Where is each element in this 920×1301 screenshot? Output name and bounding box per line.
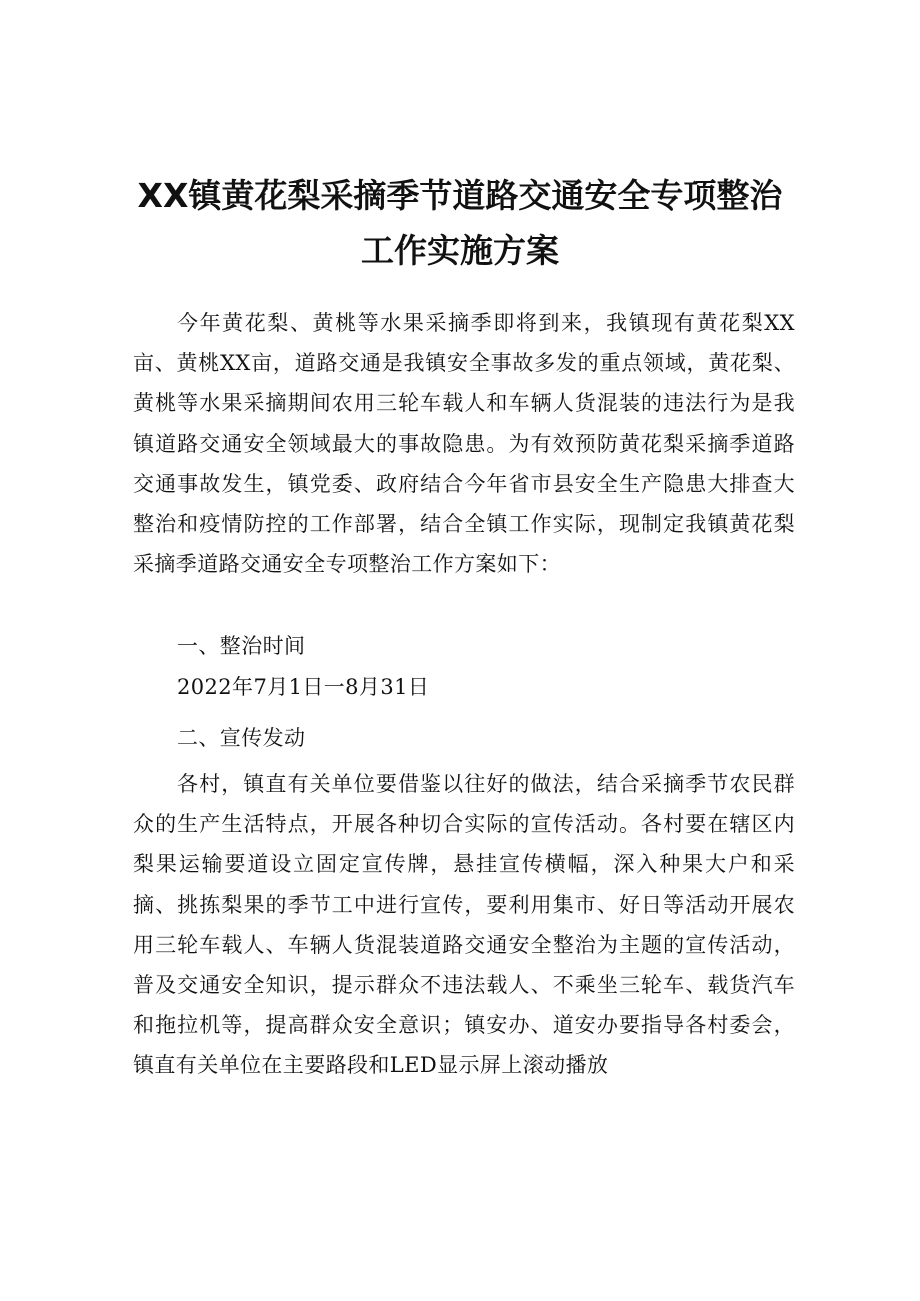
publicity-paragraph: 各村，镇直有关单位要借鉴以往好的做法，结合采摘季节农民群众的生产生活特点，开展各种切合实际的宣传活动。各村要在辖区内梨果运输要道设立固定宣传牌，悬挂宣传横幅，深入种果大户和采摘、挑拣梨果的季节工中进行宣传，要利用集市、好日等活动开展农用三轮车载人、车辆人货混装道路交通安全整治为主题的宣传活动，普及交通安全知识，提示群众不违法载人、不乘坐三轮车、载货汽车和拖拉机等，提高群众安全意识；镇安办、道安办要指导各村委会，镇直有关单位在主要路段和LED显示屏上滚动播放 xyxy=(133,772,795,1078)
document-title-line-1: XX镇黄花梨采摘季节道路交通安全专项整治 xyxy=(137,176,783,215)
intro-paragraph: 今年黄花梨、黄桃等水果采摘季即将到来，我镇现有黄花梨XX亩、黄桃XX亩，道路交通是我镇安全事故多发的重点领域，黄花梨、黄桃等水果采摘期间农用三轮车载人和车辆人货混装的违法行为是我镇道路交通安全领域最大的事故隐患。为有效预防黄花梨采摘季道路交通事故发生，镇党委、政府结合今年省市县安全生产隐患大排查大整治和疫情防控的工作部署，结合全镇工作实际，现制定我镇黄花梨采摘季道路交通安全专项整治工作方案如下： xyxy=(133,311,795,577)
document-title-line-2: 工作实施方案 xyxy=(361,231,559,270)
section-heading-rectification-time: 一、整治时间 xyxy=(177,634,306,658)
rectification-date-range: 2022年7月1日一8月31日 xyxy=(177,675,430,699)
section-heading-publicity: 二、宣传发动 xyxy=(177,726,306,750)
